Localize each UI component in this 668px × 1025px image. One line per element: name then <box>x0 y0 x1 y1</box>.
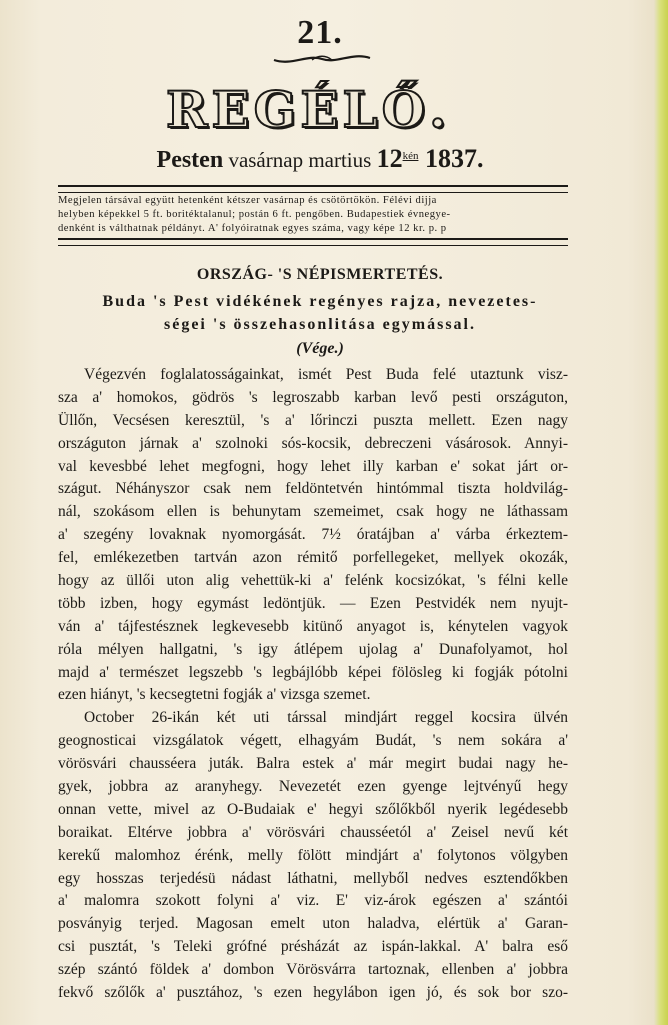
body-line: kerekű malomhoz érénk, melly fölött mindjárt a' folytonos völgyben <box>58 846 568 864</box>
body-line: geognosticai vizsgálatok végett, elhagyám Budát, 's nem sokára a' <box>58 732 568 750</box>
body-line: több izben, hogy egymást ledöntjük. — Ezen Pestvidék nem nyujt- <box>58 594 568 612</box>
body-line: országuton járnak a' szolnoki sós-kocsik, debreczeni vásárosok. Annyi- <box>58 434 568 452</box>
ornament-swash-icon <box>272 52 372 66</box>
body-line: vörösvári chausséera juták. Balra estek a' már megirt budai nagy he- <box>58 755 568 773</box>
article-subtitle-line: Buda 's Pest vidékének regényes rajza, nevezetes- <box>102 293 538 310</box>
article-subtitle-line: ségei 's összehasonlitása egymással. <box>164 316 476 333</box>
article-body <box>58 364 568 1005</box>
dateline-day-suffix: kén <box>402 150 419 162</box>
issue-number: 21. <box>297 14 343 51</box>
body-line: October 26-ikán két uti társsal mindjárt reggel kocsira ülvén <box>84 709 568 727</box>
body-line: egy hosszas terjedésü nádast láthatni, mellyből nedves esztendőkben <box>58 869 568 887</box>
body-line: ezen hiányt, 's kecsegtetni fogják a' vizsga szemet. <box>58 686 371 704</box>
body-line: a' szegény lovaknak nyomorgását. 7½ óratájban a' várba érkeztem- <box>58 526 568 544</box>
body-line: nál, szokásom ellen is behunytam szemeimet, csak hogy ne láthassam <box>58 503 568 521</box>
body-line: sza a' homokos, gödrös 's legroszabb karban levő pesti országuton, <box>58 388 568 406</box>
body-line: val kevesbbé lehet megfogni, hogy lehet illy karban e' sokat járt or- <box>58 457 568 475</box>
dateline-text: vasárnap martius <box>223 148 377 172</box>
body-line: hogy az üllői uton alig vehettük-ki a' felénk kocsizókat, 's félni kelle <box>58 572 568 590</box>
body-line: gyek, jobbra az aranyhegy. Nevezetét ezen gyenge lejtvényű hegy <box>58 778 568 796</box>
notice-line: helyben képekkel 5 ft. boritéktalanul; postán 6 ft. pengőben. Budapestiek évnegye- <box>58 209 451 220</box>
body-line: ván a' tájfestésznek legkevesebb kitünő anyagot is, kénytelen vagyok <box>58 617 568 635</box>
body-line: posványig terjed. Magosan emelt uton haladva, elértük a' Garan- <box>58 915 568 933</box>
body-line: fekvő szőlők a' pusztához, 's ezen hegylábon igen jó, és sok bor szo- <box>58 984 568 1002</box>
section-title: ORSZÁG- 'S NÉPISMERTETÉS. <box>196 266 444 283</box>
top-rule <box>58 185 568 193</box>
notice-line: denként is válthatnak példányt. A' folyóiratnak egyes száma, vagy képe 12 kr. p. p <box>58 223 447 234</box>
dateline-year: 1837. <box>418 144 484 173</box>
bottom-rule <box>58 238 568 246</box>
subscription-notice <box>58 194 568 236</box>
body-line: szágut. Néhányszor csak nem feldöntetvén hintómmal tiszta holdvilág- <box>58 480 568 498</box>
body-line: fel, emlékezetben tartván azon rémitő porfellegeket, mellyek okozák, <box>58 549 568 567</box>
masthead-title: REGÉLŐ. <box>166 80 451 139</box>
notice-line: Megjelen társával együtt hetenként kétszer vasárnap és csötörtökön. Félévi dijja <box>58 195 437 206</box>
body-line: csi pusztát, 's Teleki grófné présházát az ispán-lakkal. A' balra eső <box>58 938 568 956</box>
continuation-label: (Vége.) <box>296 340 344 357</box>
dateline-day: 12 <box>376 144 403 173</box>
dateline-city: Pesten <box>156 147 224 173</box>
body-line: onnan vette, mivel az O-Budaiak e' hegyi szőlőkből nyerik legédesebb <box>58 800 568 818</box>
dateline <box>0 144 640 174</box>
body-line: Végezvén foglalatosságainkat, ismét Pest Buda felé utaztunk visz- <box>84 366 568 383</box>
body-line: Üllőn, Vecsésen keresztül, 's a' lőrinczi puszta mellett. Ezen nagy <box>58 411 568 429</box>
body-line: róla mélyen hallgatni, 's igy átlépem ujolag a' Dunafolyamot, hol <box>58 640 568 658</box>
page-edge <box>654 0 668 1025</box>
body-line: boraikat. Eltérve jobbra a' vörösvári chausséetól a' Zeisel nevű két <box>58 823 568 841</box>
body-line: majd a' természet legszebb 's legbájlóbb képei fölösleg ki fogják pótolni <box>58 663 568 681</box>
body-line: a' malomra szokott folyni a' viz. E' viz-árok egészen a' szántói <box>58 892 568 910</box>
body-line: szép szántó földek a' dombon Vörösvárra tartoznak, ellenben a' jobbra <box>58 961 568 979</box>
